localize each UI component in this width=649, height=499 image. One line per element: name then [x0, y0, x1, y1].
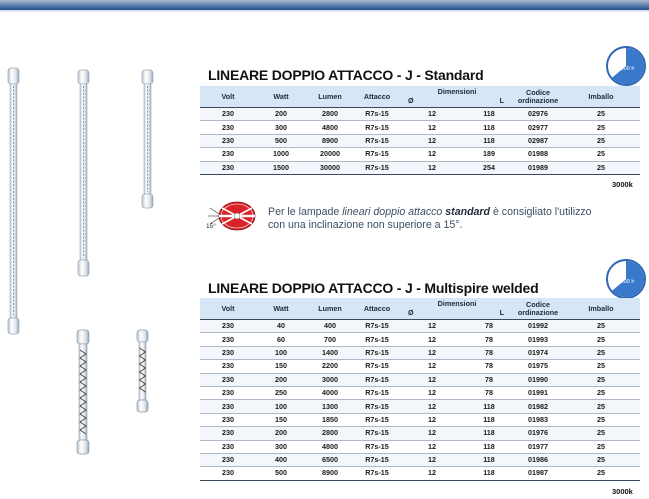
- cell-length: 78: [464, 360, 514, 373]
- note-line1-italic: lineari doppio attacco: [342, 206, 443, 218]
- cell-lumen: 30000: [306, 161, 354, 174]
- table-row: [200, 400, 640, 413]
- table-row: [200, 346, 640, 359]
- cell-imballo: 25: [562, 453, 640, 466]
- cell-codice: 02977: [514, 121, 562, 134]
- cell-volt: 230: [200, 413, 256, 426]
- cell-codice: 01977: [514, 440, 562, 453]
- cell-diameter: 12: [400, 400, 464, 413]
- table-row: [200, 413, 640, 426]
- lamp-short-image: [142, 70, 153, 208]
- cell-diameter: 12: [400, 413, 464, 426]
- cell-diameter: 12: [400, 148, 464, 161]
- header-dimensioni-label: Dimensioni: [437, 87, 477, 96]
- cell-codice: 01992: [514, 320, 562, 333]
- cell-diameter: 12: [400, 373, 464, 386]
- lamp-illustrations: [0, 0, 200, 499]
- header-codice: [514, 298, 562, 320]
- cell-watt: 500: [256, 134, 306, 147]
- cell-watt: 200: [256, 427, 306, 440]
- inclination-angle-label: 15°: [206, 223, 216, 230]
- cell-lumen: 8900: [306, 134, 354, 147]
- cell-volt: 230: [200, 400, 256, 413]
- note-line1-end: è consigliato l'utilizzo: [490, 206, 592, 218]
- cell-length: 254: [464, 161, 514, 174]
- cell-attacco: R7s-15: [354, 346, 400, 359]
- table-row: [200, 148, 640, 161]
- cell-watt: 300: [256, 440, 306, 453]
- cell-codice: 01990: [514, 373, 562, 386]
- cell-imballo: 25: [562, 134, 640, 147]
- cell-length: 118: [464, 400, 514, 413]
- cell-codice: 01983: [514, 413, 562, 426]
- cell-lumen: 3000: [306, 373, 354, 386]
- table-row: [200, 373, 640, 386]
- header-attacco: Attacco: [354, 86, 400, 108]
- header-imballo: Imballo: [562, 298, 640, 320]
- cell-watt: 150: [256, 360, 306, 373]
- header-diameter: Ø: [408, 308, 414, 317]
- cell-imballo: 25: [562, 333, 640, 346]
- cell-watt: 1000: [256, 148, 306, 161]
- cell-diameter: 12: [400, 427, 464, 440]
- header-diameter: Ø: [408, 96, 414, 105]
- cell-diameter: 12: [400, 467, 464, 480]
- cell-codice: 01993: [514, 333, 562, 346]
- note-line2: con una inclinazione non superiore a 15°.: [268, 219, 463, 231]
- clock-hours-icon: [605, 258, 647, 300]
- lamp-medium-image: [78, 70, 89, 276]
- header-watt: Watt: [256, 298, 306, 320]
- cell-codice: 02976: [514, 108, 562, 121]
- cell-volt: 230: [200, 108, 256, 121]
- header-volt: Volt: [200, 298, 256, 320]
- lamp-long-image: [8, 68, 19, 334]
- clock-hours-icon: [605, 45, 647, 87]
- cell-imballo: 25: [562, 161, 640, 174]
- cell-attacco: R7s-15: [354, 161, 400, 174]
- standard-table-body: [200, 108, 640, 175]
- cell-watt: 200: [256, 373, 306, 386]
- cell-diameter: 12: [400, 121, 464, 134]
- header-length: L: [499, 96, 504, 105]
- cell-watt: 60: [256, 333, 306, 346]
- table-row: [200, 320, 640, 333]
- cell-diameter: 12: [400, 360, 464, 373]
- cell-volt: 230: [200, 453, 256, 466]
- cell-lumen: 20000: [306, 148, 354, 161]
- table-row: [200, 333, 640, 346]
- cell-lumen: 4000: [306, 386, 354, 399]
- cell-length: 78: [464, 386, 514, 399]
- cell-attacco: R7s-15: [354, 467, 400, 480]
- cell-imballo: 25: [562, 400, 640, 413]
- cell-diameter: 12: [400, 134, 464, 147]
- cell-length: 118: [464, 413, 514, 426]
- cell-lumen: 6500: [306, 453, 354, 466]
- cell-imballo: 25: [562, 467, 640, 480]
- cell-watt: 400: [256, 453, 306, 466]
- header-length: L: [499, 308, 504, 317]
- cell-volt: 230: [200, 333, 256, 346]
- header-dimensioni-label: Dimensioni: [437, 299, 477, 308]
- cell-lumen: 700: [306, 333, 354, 346]
- cell-codice: 01988: [514, 148, 562, 161]
- header-watt: Watt: [256, 86, 306, 108]
- cell-length: 78: [464, 346, 514, 359]
- cell-imballo: 25: [562, 108, 640, 121]
- cell-length: 118: [464, 121, 514, 134]
- cell-length: 118: [464, 453, 514, 466]
- table-row: [200, 121, 640, 134]
- cell-watt: 100: [256, 400, 306, 413]
- cell-imballo: 25: [562, 386, 640, 399]
- cell-imballo: 25: [562, 121, 640, 134]
- cell-codice: 02987: [514, 134, 562, 147]
- cell-length: 189: [464, 148, 514, 161]
- cell-attacco: R7s-15: [354, 373, 400, 386]
- cell-volt: 230: [200, 467, 256, 480]
- cell-diameter: 12: [400, 320, 464, 333]
- table-header-row: [200, 86, 640, 108]
- table-row: [200, 134, 640, 147]
- cell-volt: 230: [200, 386, 256, 399]
- table-row: [200, 360, 640, 373]
- cell-attacco: R7s-15: [354, 108, 400, 121]
- header-lumen: Lumen: [306, 298, 354, 320]
- header-dimensioni: [400, 298, 514, 320]
- multispire-section-title: LINEARE DOPPIO ATTACCO - J - Multispire welded: [208, 280, 539, 296]
- cell-diameter: 12: [400, 440, 464, 453]
- cell-lumen: 4800: [306, 121, 354, 134]
- cell-watt: 300: [256, 121, 306, 134]
- cell-imballo: 25: [562, 440, 640, 453]
- lamp-multispire-short-image: [137, 330, 148, 412]
- cell-diameter: 12: [400, 453, 464, 466]
- cell-attacco: R7s-15: [354, 360, 400, 373]
- header-lumen: Lumen: [306, 86, 354, 108]
- table-row: [200, 453, 640, 466]
- cell-codice: 01989: [514, 161, 562, 174]
- inclination-note: [206, 198, 649, 238]
- header-codice-line2: ordinazione: [517, 307, 559, 317]
- standard-hours-label: 2000 h: [617, 66, 635, 72]
- header-imballo: Imballo: [562, 86, 640, 108]
- multispire-hours-label: 2000 h: [617, 279, 635, 285]
- cell-attacco: R7s-15: [354, 148, 400, 161]
- cell-diameter: 12: [400, 346, 464, 359]
- header-codice-line1: Codice: [526, 299, 550, 309]
- cell-diameter: 12: [400, 108, 464, 121]
- table-header-row: [200, 298, 640, 320]
- cell-imballo: 25: [562, 413, 640, 426]
- cell-watt: 40: [256, 320, 306, 333]
- cell-volt: 230: [200, 440, 256, 453]
- header-codice-line1: Codice: [526, 87, 550, 97]
- cell-length: 118: [464, 467, 514, 480]
- header-attacco: Attacco: [354, 298, 400, 320]
- cell-length: 118: [464, 440, 514, 453]
- header-codice-line2: ordinazione: [517, 95, 559, 105]
- cell-length: 118: [464, 134, 514, 147]
- table-row: [200, 440, 640, 453]
- lamp-multispire-long-image: [77, 330, 89, 454]
- cell-watt: 250: [256, 386, 306, 399]
- cell-attacco: R7s-15: [354, 386, 400, 399]
- note-line1-start: Per le lampade: [268, 206, 343, 218]
- cell-imballo: 25: [562, 360, 640, 373]
- cell-attacco: R7s-15: [354, 121, 400, 134]
- cell-codice: 01991: [514, 386, 562, 399]
- table-row: [200, 161, 640, 174]
- cell-imballo: 25: [562, 373, 640, 386]
- cell-length: 118: [464, 427, 514, 440]
- cell-lumen: 4800: [306, 440, 354, 453]
- cell-volt: 230: [200, 161, 256, 174]
- table-row: [200, 108, 640, 121]
- cell-codice: 01982: [514, 400, 562, 413]
- header-volt: Volt: [200, 86, 256, 108]
- cell-attacco: R7s-15: [354, 333, 400, 346]
- multispire-color-temp: 3000k: [612, 487, 633, 496]
- cell-length: 78: [464, 333, 514, 346]
- cell-volt: 230: [200, 121, 256, 134]
- cell-length: 78: [464, 373, 514, 386]
- cell-lumen: 1300: [306, 400, 354, 413]
- inclination-note-text: [268, 206, 592, 232]
- cell-imballo: 25: [562, 427, 640, 440]
- cell-volt: 230: [200, 320, 256, 333]
- cell-lumen: 2200: [306, 360, 354, 373]
- header-dimensioni: [400, 86, 514, 108]
- cell-volt: 230: [200, 134, 256, 147]
- standard-section-title: LINEARE DOPPIO ATTACCO - J - Standard: [208, 67, 484, 83]
- cell-volt: 230: [200, 346, 256, 359]
- note-line1-bold: standard: [445, 206, 491, 218]
- header-codice: [514, 86, 562, 108]
- cell-lumen: 400: [306, 320, 354, 333]
- cell-imballo: 25: [562, 346, 640, 359]
- cell-lumen: 1850: [306, 413, 354, 426]
- cell-lumen: 1400: [306, 346, 354, 359]
- cell-codice: 01976: [514, 427, 562, 440]
- inclination-angle-icon: [206, 198, 258, 238]
- cell-volt: 230: [200, 148, 256, 161]
- table-row: [200, 386, 640, 399]
- cell-diameter: 12: [400, 333, 464, 346]
- cell-volt: 230: [200, 360, 256, 373]
- cell-imballo: 25: [562, 320, 640, 333]
- cell-lumen: 8900: [306, 467, 354, 480]
- cell-lumen: 2800: [306, 108, 354, 121]
- cell-length: 118: [464, 108, 514, 121]
- cell-watt: 1500: [256, 161, 306, 174]
- cell-codice: 01975: [514, 360, 562, 373]
- cell-attacco: R7s-15: [354, 413, 400, 426]
- multispire-spec-table: [200, 298, 640, 481]
- standard-spec-table: [200, 86, 640, 175]
- cell-volt: 230: [200, 427, 256, 440]
- table-row: [200, 467, 640, 480]
- cell-attacco: R7s-15: [354, 134, 400, 147]
- cell-codice: 01974: [514, 346, 562, 359]
- cell-watt: 150: [256, 413, 306, 426]
- cell-length: 78: [464, 320, 514, 333]
- standard-color-temp: 3000k: [612, 180, 633, 189]
- multispire-table-body: [200, 320, 640, 481]
- cell-attacco: R7s-15: [354, 440, 400, 453]
- cell-diameter: 12: [400, 161, 464, 174]
- note-line1: [268, 206, 592, 219]
- cell-watt: 100: [256, 346, 306, 359]
- cell-diameter: 12: [400, 386, 464, 399]
- cell-attacco: R7s-15: [354, 453, 400, 466]
- cell-watt: 200: [256, 108, 306, 121]
- cell-watt: 500: [256, 467, 306, 480]
- cell-attacco: R7s-15: [354, 427, 400, 440]
- cell-imballo: 25: [562, 148, 640, 161]
- cell-codice: 01986: [514, 453, 562, 466]
- table-row: [200, 427, 640, 440]
- cell-lumen: 2800: [306, 427, 354, 440]
- cell-attacco: R7s-15: [354, 320, 400, 333]
- cell-codice: 01987: [514, 467, 562, 480]
- cell-volt: 230: [200, 373, 256, 386]
- cell-attacco: R7s-15: [354, 400, 400, 413]
